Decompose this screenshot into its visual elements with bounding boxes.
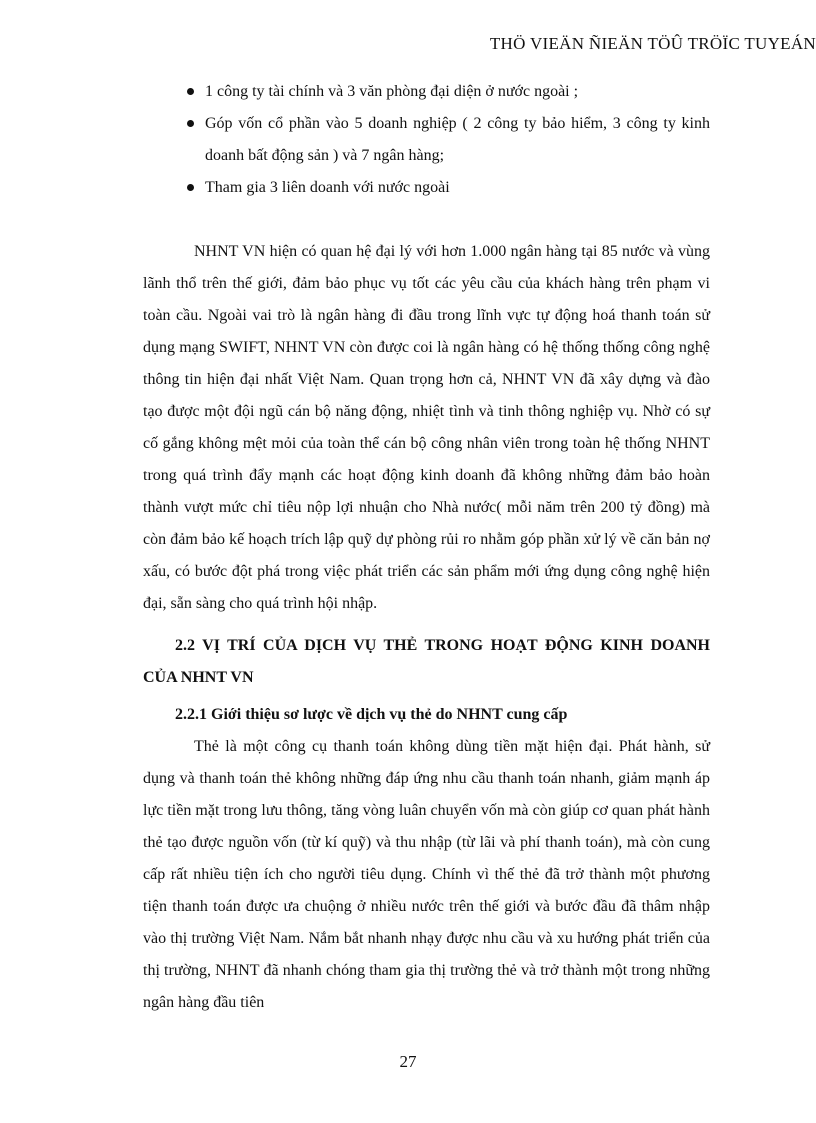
list-item bbox=[143, 172, 710, 204]
page-body bbox=[143, 76, 710, 1019]
list-item-text: 1 công ty tài chính và 3 văn phòng đại diện ở nước ngoài ; bbox=[205, 83, 579, 100]
list-item bbox=[143, 108, 710, 172]
list-item-text: Góp vốn cổ phần vào 5 doanh nghiệp ( 2 công ty bảo hiểm, 3 công ty kinh doanh bất động sản ) và 7 ngân hàng; bbox=[205, 115, 710, 164]
page-number: 27 bbox=[399, 1052, 417, 1071]
list-item-text: Tham gia 3 liên doanh với nước ngoài bbox=[205, 179, 450, 196]
bullet-icon bbox=[187, 88, 194, 95]
list-item bbox=[143, 76, 710, 108]
page-header: THÖ VIEÄN ÑIEÄN TÖÛ TRÖÏC TUYEÁN bbox=[489, 34, 816, 53]
subsection-heading: 2.2.1 Giới thiệu sơ lược về dịch vụ thẻ do NHNT cung cấp bbox=[175, 706, 568, 723]
section-heading: 2.2 VỊ TRÍ CỦA DỊCH VỤ THẺ TRONG HOẠT ĐỘNG KINH DOANH CỦA NHNT VN bbox=[143, 637, 710, 686]
bullet-icon bbox=[187, 184, 194, 191]
bullet-icon bbox=[187, 120, 194, 127]
body-paragraph: Thẻ là một công cụ thanh toán không dùng tiền mặt hiện đại. Phát hành, sử dụng và thanh toán thẻ không những đáp ứng nhu cầu thanh toán nhanh, giảm mạnh áp lực tiền mặt trong lưu thông, tăng vòng luân chuyển vốn mà còn giúp cơ quan phát hành thẻ tạo được nguồn vốn (từ kí quỹ) và thu nhập (từ lãi và phí thanh toán), mà còn cung cấp rất nhiều tiện ích cho người tiêu dụng. Chính vì thế thẻ đã trở thành một phương tiện thanh toán được ưa chuộng ở nhiều nước trên thế giới và bước đầu đã thâm nhập vào thị trường Việt Nam. Nắm bắt nhanh nhạy được nhu cầu và xu hướng phát triển của thị trường, NHNT đã nhanh chóng tham gia thị trường thẻ và trở thành một trong những ngân hàng đầu tiên bbox=[143, 738, 710, 1011]
bullet-list bbox=[143, 76, 710, 204]
body-paragraph: NHNT VN hiện có quan hệ đại lý với hơn 1.000 ngân hàng tại 85 nước và vùng lãnh thổ trên thế giới, đảm bảo phục vụ tốt các yêu cầu của khách hàng trên phạm vi toàn cầu. Ngoài vai trò là ngân hàng đi đầu trong lĩnh vực tự động hoá thanh toán sử dụng mạng SWIFT, NHNT VN còn được coi là ngân hàng có hệ thống thống công nghệ thông tin hiện đại nhất Việt Nam. Quan trọng hơn cả, NHNT VN đã xây dựng và đào tạo được một đội ngũ cán bộ năng động, nhiệt tình và tinh thông nghiệp vụ. Nhờ có sự cố gắng không mệt mỏi của toàn thể cán bộ công nhân viên trong toàn hệ thống NHNT trong quá trình đẩy mạnh các hoạt động kinh doanh đã không những đảm bảo hoàn thành vượt mức chỉ tiêu nộp lợi nhuận cho Nhà nước( mỗi năm trên 200 tỷ đồng) mà còn đảm bảo kế hoạch trích lập quỹ dự phòng rủi ro nhằm góp phần xử lý về căn bản nợ xấu, có bước đột phá trong việc phát triển các sản phẩm mới ứng dụng công nghệ hiện đại, sẵn sàng cho quá trình hội nhập. bbox=[143, 243, 710, 612]
